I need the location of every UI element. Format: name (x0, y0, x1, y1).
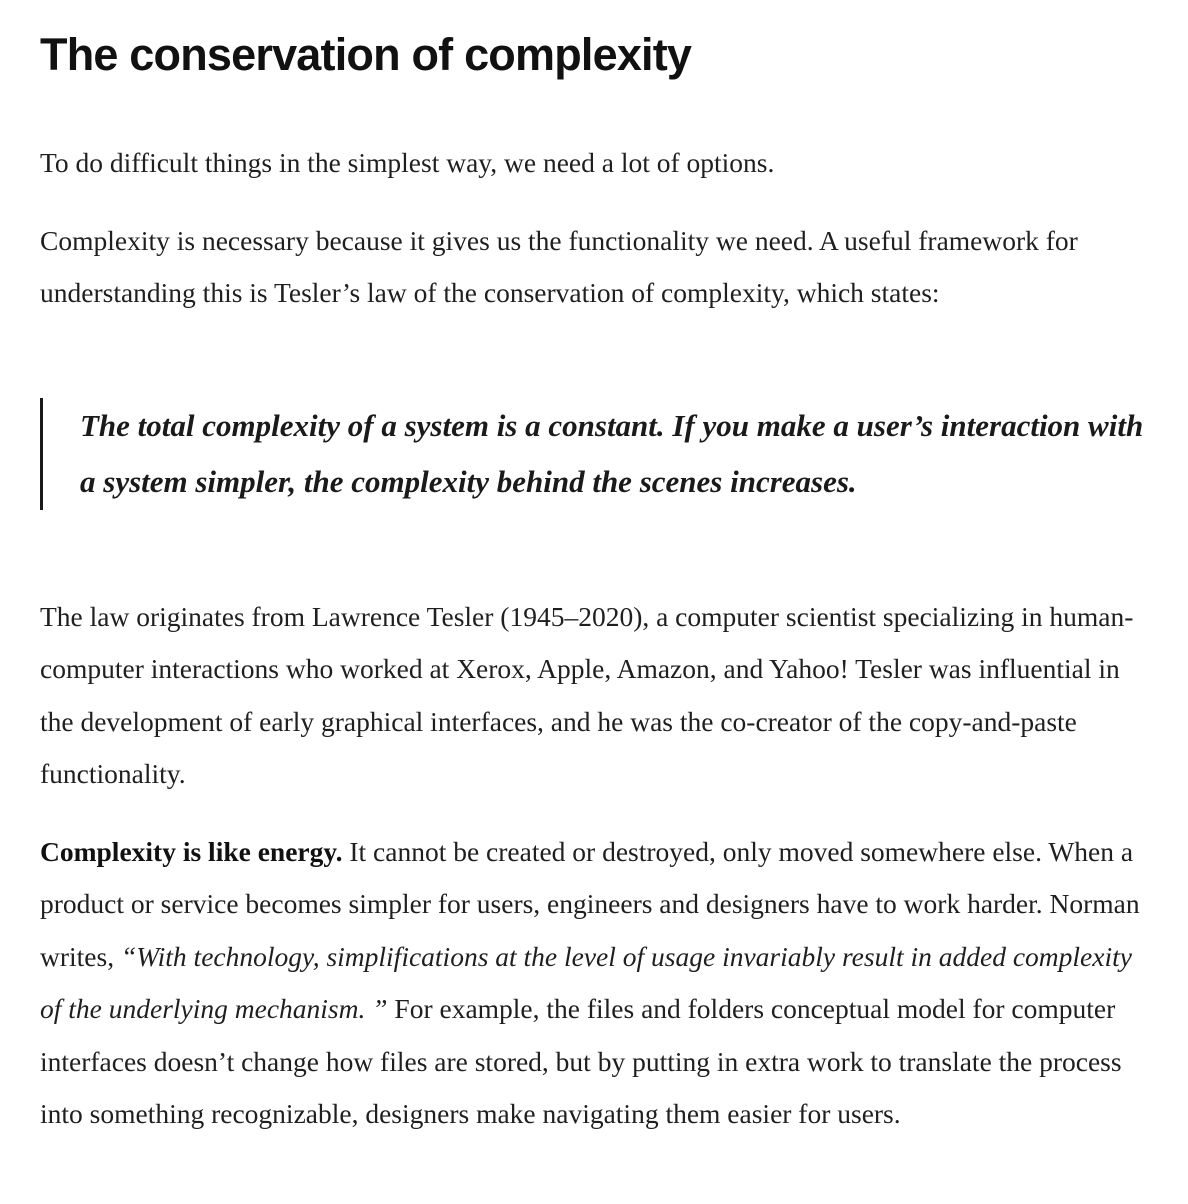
norman-quote-open: “ (120, 940, 137, 972)
energy-text-2: For example, the files and folders conceptual model for computer interfaces doesn’t change how files are stored, but by putting in extra work to translate the process into something recognizable, designers make navigating them easier for users. (40, 993, 1122, 1129)
article-title: The conservation of complexity (40, 29, 692, 80)
norman-quote-text: With technology, simplifications at the level of usage invariably result in added complexity of the underlying mechanism. (40, 940, 1132, 1024)
energy-bold-lead: Complexity is like energy. (40, 835, 343, 867)
complexity-paragraph: Complexity is necessary because it gives us the functionality we need. A useful framework for understanding this is Tesler’s law of the conservation of complexity, which states: (40, 224, 1078, 308)
energy-text-1: It cannot be created or destroyed, only moved somewhere else. When a product or service becomes simpler for users, engineers and designers have to work harder. Norman writes, (40, 835, 1140, 972)
article (40, 0, 1150, 1141)
intro-paragraph: To do difficult things in the simplest way, we need a lot of options. (40, 147, 775, 178)
norman-quote-close: ” (365, 993, 388, 1024)
tesler-law-quote: The total complexity of a system is a constant. If you make a user’s interaction with a system simpler, the complexity behind the scenes increases. (40, 398, 1150, 510)
law-origin-paragraph: The law originates from Lawrence Tesler (1945–2020), a computer scientist specializing in human-computer interactions who worked at Xerox, Apple, Amazon, and Yahoo! Tesler was influential in the development of early graphical interfaces, and he was the co-creator of the copy-and-paste functionality. (40, 600, 1134, 789)
energy-paragraph (40, 826, 1150, 1141)
